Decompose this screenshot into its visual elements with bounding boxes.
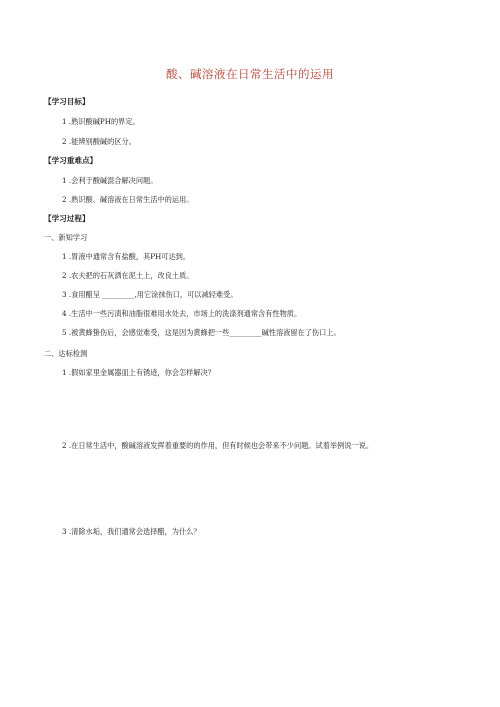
objective-item-1: 1 .熟识酸碱PH的界定。	[62, 117, 140, 126]
process-heading: 【学习过程】	[44, 214, 90, 223]
part1-heading: 一、新知学习	[44, 233, 88, 242]
part1-item-2: 2 .农夫把的石灰洒在泥土上，改良土质。	[62, 271, 194, 280]
part2-item-1: 1 .假如家里金属器皿上有锈迹，你会怎样解决？	[62, 368, 215, 377]
part2-item-3: 3 .清除水垢，我们通常会选择醋，为什么？	[62, 527, 201, 536]
part1-item-4: 4 .生活中一些污渍和油脂很难用水处去，市场上的洗涤剂通常含有性物质。	[62, 309, 302, 318]
key-points-heading: 【学习重难点】	[44, 156, 98, 165]
part2-heading: 二、达标检测	[44, 349, 88, 358]
objective-item-2: 2 .能辨别酸碱的区分。	[62, 137, 136, 146]
part2-item-2: 2 .在日常生活中，酸碱溶液发挥着重要的的作用，但有时候也会带来不少问题。试着举例说一说。	[62, 441, 374, 450]
key-point-item-1: 1 .会利于酸碱混合解决问题。	[62, 176, 158, 185]
objectives-heading: 【学习目标】	[44, 97, 90, 106]
part1-item-1: 1 .胃液中通常含有盐酸，其PH可达到。	[62, 252, 191, 261]
part1-item-5: 5 .被黄蜂蛰伤后，会感觉难受，这是因为黄蜂把一些_________碱性溶液留在了伤口上。	[62, 328, 341, 337]
part1-item-3: 3 .食用醋呈 _________,用它涂抹伤口，可以减轻难受。	[62, 290, 238, 299]
key-point-item-2: 2 .熟识酸、碱溶液在日常生活中的运用。	[62, 195, 194, 204]
document-title: 酸、碱溶液在日常生活中的运用	[166, 67, 334, 81]
